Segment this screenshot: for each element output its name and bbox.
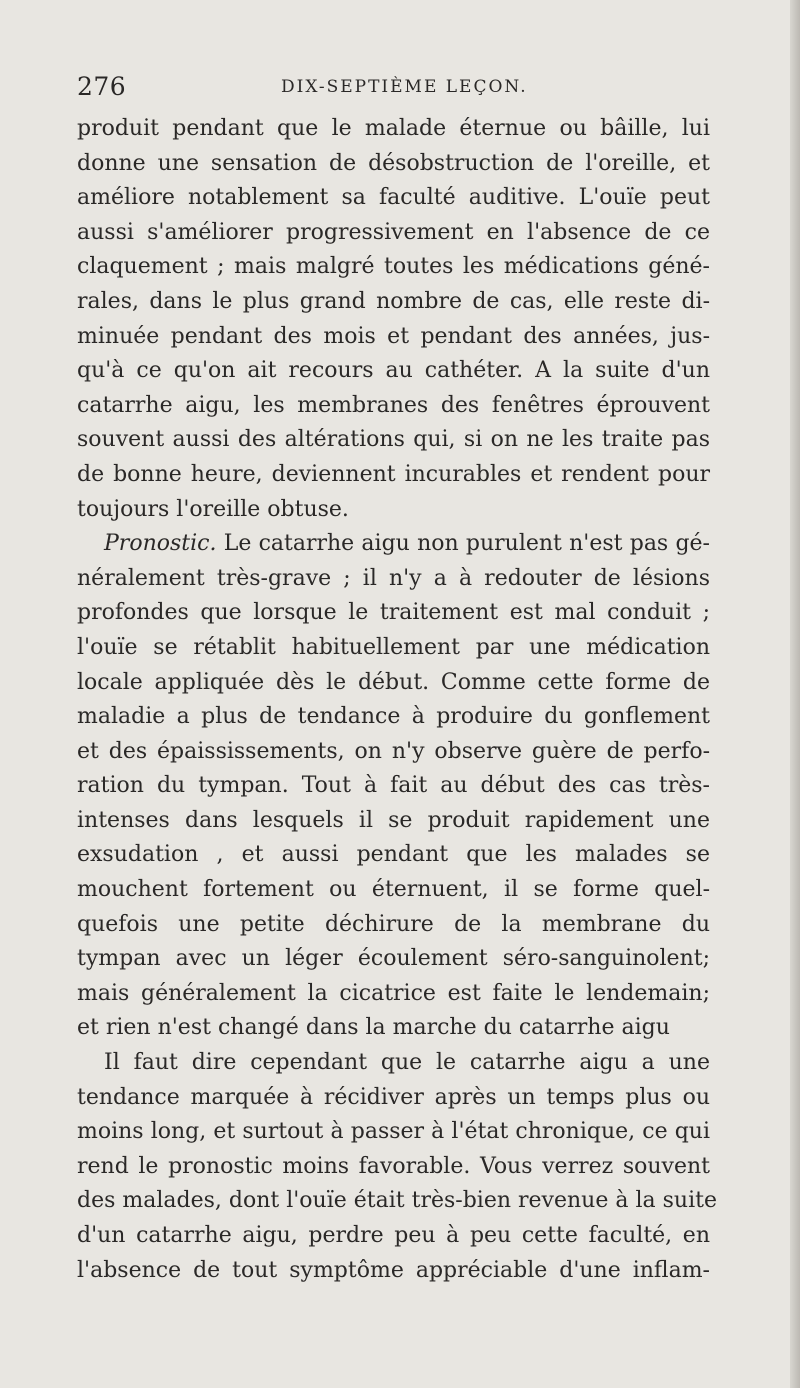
paragraph-1 [77, 112, 710, 527]
running-title: DIX-SEPTIÈME LEÇON. [281, 77, 528, 97]
text-line: quefois une petite déchirure de la membrane du [77, 911, 710, 937]
text-line: d'un catarrhe aigu, perdre peu à peu cette faculté, en [77, 1223, 710, 1248]
text-line: moins long, et surtout à passer à l'état chronique, ce qui [77, 1119, 710, 1145]
text-line: souvent aussi des altérations qui, si on ne les traite pas [77, 427, 710, 453]
text-line: rend le pronostic moins favorable. Vous verrez souvent [77, 1153, 710, 1179]
text-line: mais généralement la cicatrice est faite le lendemain; [77, 980, 710, 1006]
text-line: exsudation , et aussi pendant que les malades se [77, 842, 710, 868]
page-number: 276 [77, 72, 127, 101]
text-line: locale appliquée dès le début. Comme cette forme de [77, 669, 710, 695]
text-line: des malades, dont l'ouïe était très-bien revenue à la suite [77, 1188, 717, 1214]
paragraph-3 [77, 1046, 717, 1288]
text-line: catarrhe aigu, les membranes des fenêtres éprouvent [77, 392, 710, 418]
page-header [77, 68, 710, 108]
text-line: l'ouïe se rétablit habituellement par une médication [77, 634, 710, 660]
text-line: qu'à ce qu'on ait recours au cathéter. A la suite d'un [77, 358, 710, 384]
text-line: minuée pendant des mois et pendant des années, jus- [77, 323, 710, 349]
text-line: et rien n'est changé dans la marche du catarrhe aigu [77, 1015, 670, 1041]
text-line: néralement très-grave ; il n'y a à redouter de lésions [77, 565, 710, 591]
paragraph-pronostic [77, 527, 710, 1046]
text-line: mouchent fortement ou éternuent, il se forme quel- [77, 877, 710, 903]
text-line: l'absence de tout symptôme appréciable d'une inflam- [77, 1257, 710, 1283]
text-line-rest: Le catarrhe aigu non purulent n'est pas gé- [223, 531, 710, 557]
text-line: intenses dans lesquels il se produit rapidement une [77, 807, 710, 833]
text-line [77, 527, 710, 562]
section-lead: Pronostic. [104, 531, 217, 557]
text-line: et des épaississements, on n'y observe guère de perfo- [77, 738, 710, 764]
text-line: aussi s'améliorer progressivement en l'absence de ce [77, 219, 710, 245]
text-line: ration du tympan. Tout à fait au début des cas très- [77, 773, 710, 799]
text-line: Il faut dire cependant que le catarrhe aigu a une [104, 1050, 710, 1076]
text-line: tendance marquée à récidiver après un temps plus ou [77, 1084, 710, 1110]
text-line: rales, dans le plus grand nombre de cas, elle reste di- [77, 288, 710, 314]
text-line: toujours l'oreille obtuse. [77, 496, 349, 522]
text-line: maladie a plus de tendance à produire du gonflement [77, 704, 710, 730]
text-line: donne une sensation de désobstruction de l'oreille, et [77, 150, 710, 176]
text-line: améliore notablement sa faculté auditive. L'ouïe peut [77, 185, 710, 211]
page-edge [790, 0, 800, 1388]
body-text [77, 112, 717, 1288]
text-line: profondes que lorsque le traitement est mal conduit ; [77, 600, 710, 626]
text-line: de bonne heure, deviennent incurables et rendent pour [77, 461, 710, 487]
text-line: produit pendant que le malade éternue ou bâille, lui [77, 116, 710, 141]
text-line: tympan avec un léger écoulement séro-sanguinolent; [77, 946, 710, 972]
text-line: claquement ; mais malgré toutes les médications géné- [77, 254, 710, 280]
